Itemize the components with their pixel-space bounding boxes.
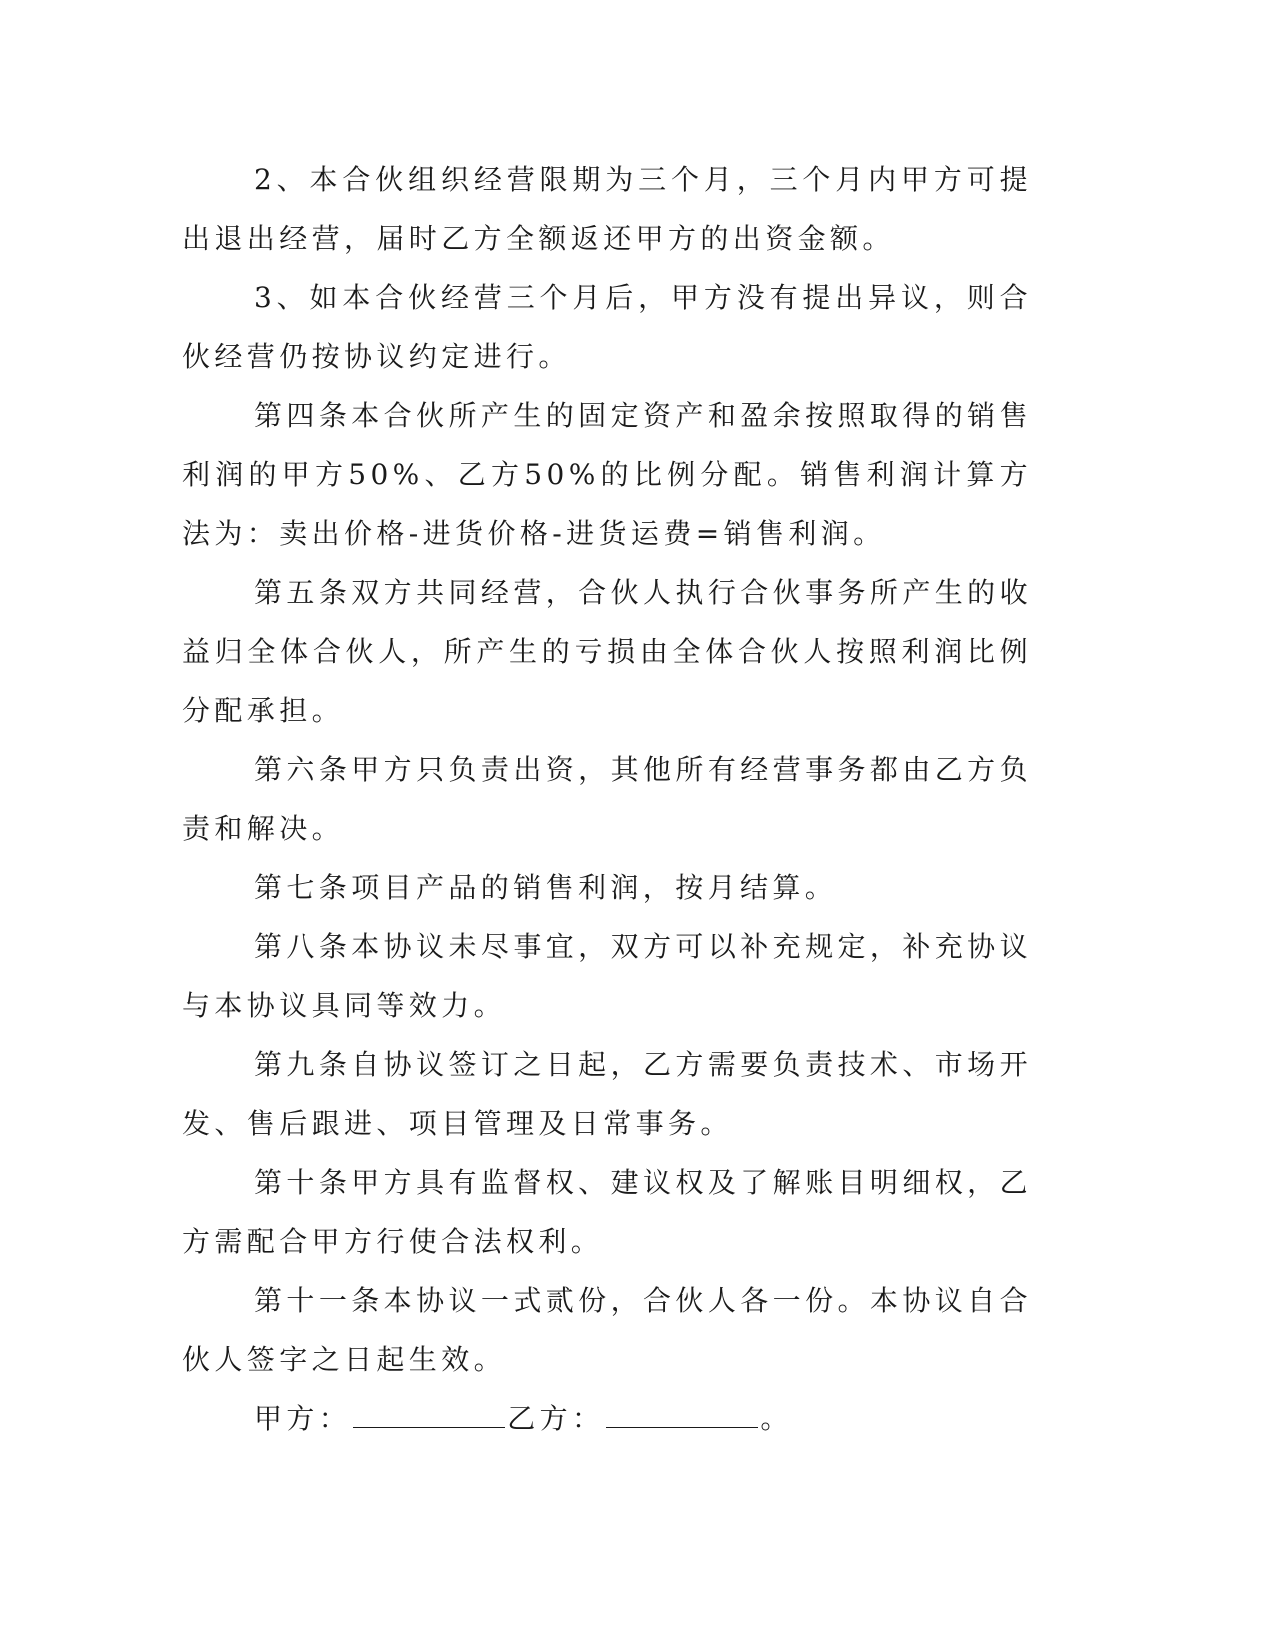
- clause-3-continuation: 3、如本合伙经营三个月后，甲方没有提出异议，则合伙经营仍按协议约定进行。: [182, 281, 1032, 373]
- party-b-signature-blank[interactable]: [606, 1405, 758, 1428]
- article-5-joint-operation: 第五条双方共同经营，合伙人执行合伙事务所产生的收益归全体合伙人，所产生的亏损由全体合伙人按照利润比例分配承担。: [182, 576, 1032, 727]
- party-a-label: 甲方：: [254, 1402, 352, 1435]
- document-page: [182, 150, 1032, 1448]
- article-10-supervision: 第十条甲方具有监督权、建议权及了解账目明细权，乙方需配合甲方行使合法权利。: [182, 1166, 1032, 1258]
- article-6-responsibilities: 第六条甲方只负责出资，其他所有经营事务都由乙方负责和解决。: [182, 753, 1032, 845]
- article-7-settlement: 第七条项目产品的销售利润，按月结算。: [254, 871, 838, 904]
- article-9-duties: 第九条自协议签订之日起，乙方需要负责技术、市场开发、售后跟进、项目管理及日常事务。: [182, 1048, 1032, 1140]
- signature-end-mark: 。: [760, 1402, 793, 1435]
- article-4-profit-distribution: 第四条本合伙所产生的固定资产和盈余按照取得的销售利润的甲方50%、乙方50%的比例分配。销售利润计算方法为：卖出价格-进货价格-进货运费=销售利润。: [182, 399, 1032, 550]
- signature-line: [182, 1389, 1032, 1448]
- clause-2-term: 2、本合伙组织经营限期为三个月，三个月内甲方可提出退出经营，届时乙方全额返还甲方的出资金额。: [182, 163, 1032, 255]
- article-8-supplementary: 第八条本协议未尽事宜，双方可以补充规定，补充协议与本协议具同等效力。: [182, 930, 1032, 1022]
- party-a-signature-blank[interactable]: [353, 1405, 505, 1428]
- article-11-effectiveness: 第十一条本协议一式贰份，合伙人各一份。本协议自合伙人签字之日起生效。: [182, 1284, 1032, 1376]
- party-b-label: 乙方：: [507, 1402, 605, 1435]
